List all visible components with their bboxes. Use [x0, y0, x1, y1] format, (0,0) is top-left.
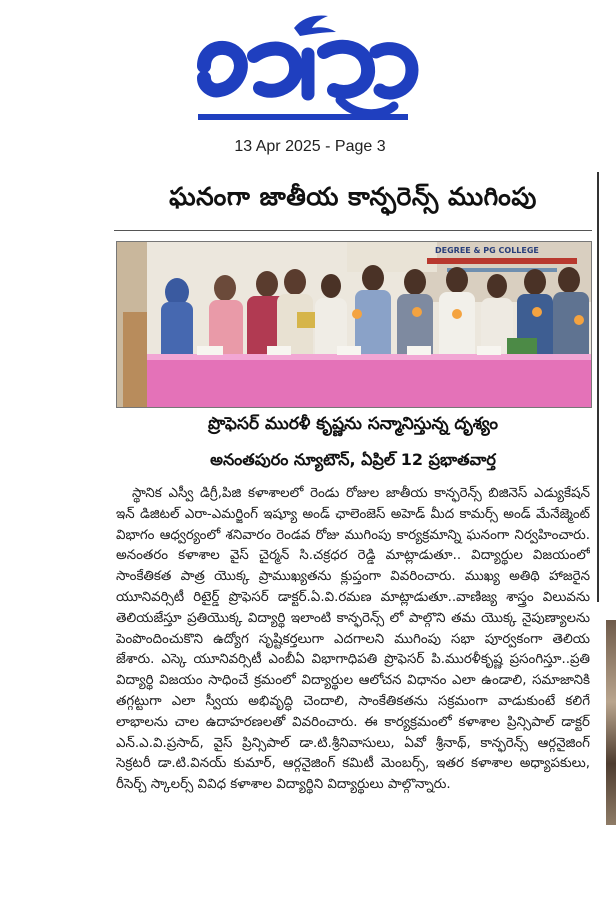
article-dateline: అనంతపురం న్యూటౌన్, ఏప్రిల్ 12 ప్రభాతవార్త: [210, 450, 496, 469]
headline-divider: [114, 230, 592, 231]
masthead-logo-graphic: [190, 6, 426, 128]
event-photo-graphic: [117, 242, 591, 407]
column-divider: [597, 172, 599, 602]
neighbor-column-photo: [606, 620, 616, 825]
article-body: స్థానిక ఎస్వీ డిగ్రీ,పిజి కళాశాలలో రెండు రోజుల జాతీయ కాన్ఫరెన్స్ బిజినెస్ ఎడ్యుకేషన్ ఇన్ డిజిటల్ ఎరా-ఎమర్జింగ్ ఇష్యూ అండ్ ఛాలెంజెస్ అహెడ్ మీద కామర్స్ అండ్ మేనేజ్మెంట్ విభాగం ఆధ్వర్యంలో శనివారం రెండవ రోజు ముగింపు కార్యక్రమాన్ని ఘనంగా నిర్వహించారు. అనంతరం కళాశాల వైస్ చైర్మన్ సి.చక్రధర రెడ్డి మాట్లాడుతూ.. విద్యార్థుల విజయంలో సాంకేతికత పాత్ర యొక్క ప్రాముఖ్యతను క్లుప్తంగా వివరించారు. ముఖ్య అతిథి హాజరైన యూనివర్సిటీ రిటైర్డ్ ప్రొఫెసర్ డాక్టర్.ఏ.వి.రమణ మాట్లాడుతూ..వాణిజ్య శాస్త్రం విలువను తెలియజేస్తూ ప్రతియొక్క విద్యార్థి ఇలాంటి కాన్ఫరెన్స్ లో పాల్గొని తమ యొక్క నైపుణ్యాలను పెంపొందించుకొని ఉద్యోగ సృష్టికర్తలుగా ఎదగాలని ముగింపు సభా పూర్వకంగా తెలియ జేశారు. ఎస్కె యూనివర్సిటీ ఎంబీఏ విభాగాధిపతి ప్రొఫెసర్ పి.మురళీకృష్ణ ప్రసంగిస్తూ..ప్రతి విద్యార్థి విజయం సాధించే క్రమంలో విద్యార్థుల ఆలోచన విధానం ఎలా ఉండాలి, సమాజానికి తగ్గట్టుగా ఎలా స్వీయ అభివృద్ధి చెందాలి, సాంకేతికతను సక్రమంగా వాడుకుంటే కలిగే లాభాలను చాల ఉదాహరణలతో వివరించారు. ఈ కార్యక్రమంలో కళాశాల ప్రిన్సిపాల్ డాక్టర్ ఎన్.ఎ.వి.ప్రసాద్, వైస్ ప్రిన్సిపాల్ డా.టి.శ్రీనివాసులు, ఏవో శ్రీనాథ్, కాన్ఫరెన్స్ ఆర్గనైజింగ్ సెక్రటరీ డా.టి.వినయ్ కుమార్, ఆర్గనైజింగ్ కమిటీ మెంబర్స్, ఇతర కళాశాల అధ్యాపకులు, రీసెర్చ్ స్కాలర్స్ వివిధ కళాశాల విద్యార్థిని విద్యార్థులు పాల్గొన్నారు.: [116, 486, 590, 793]
photo-banner-text: DEGREE & PG COLLEGE: [435, 246, 539, 255]
article-headline: ఘనంగా జాతీయ కాన్ఫరెన్స్ ముగింపు: [169, 182, 537, 211]
photo-caption: ప్రొఫెసర్ మురళీ కృష్ణను సన్మానిస్తున్న దృశ్యం: [208, 414, 498, 434]
newspaper-masthead-logo: [190, 6, 426, 128]
publication-date: 13 Apr 2025 - Page 3: [234, 138, 386, 155]
event-photo: [116, 241, 592, 408]
